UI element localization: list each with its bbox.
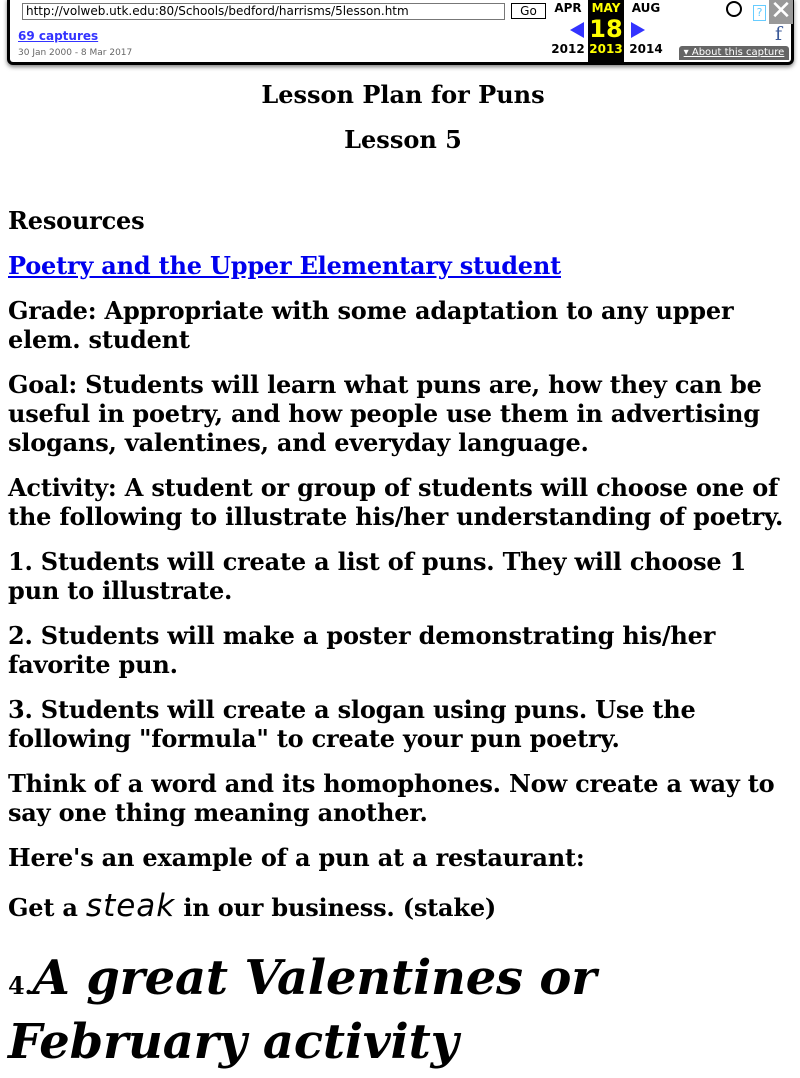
- calendar-current-column: [588, 0, 624, 62]
- example-intro: Here's an example of a pun at a restaurant:: [8, 843, 585, 872]
- page-title: Lesson Plan for Puns: [261, 80, 545, 109]
- item4-number: 4.: [8, 971, 33, 1000]
- next-capture-arrow-icon[interactable]: [631, 22, 645, 38]
- list-item: 2. Students will make a poster demonstrating his/her favorite pun.: [8, 621, 716, 679]
- item4-text: A great Valentines or February activity: [8, 950, 597, 1070]
- grade-text: Grade: Appropriate with some adaptation to any upper elem. student: [8, 296, 734, 354]
- list-item: 1. Students will create a list of puns. They will choose 1 pun to illustrate.: [8, 547, 747, 605]
- item4-heading: [8, 950, 798, 1078]
- prev-capture-arrow-icon[interactable]: [570, 22, 584, 38]
- about-capture-button[interactable]: ▾ About this capture: [679, 46, 789, 60]
- captures-link[interactable]: 69 captures: [18, 29, 99, 43]
- resource-link[interactable]: Poetry and the Upper Elementary student: [8, 251, 561, 280]
- next-year[interactable]: 2014: [629, 42, 663, 56]
- goal-text: Goal: Students will learn what puns are, how they can be useful in poetry, and how people use them in advertising slogans, valentines, and everyday language.: [8, 370, 762, 457]
- think-text: Think of a word and its homophones. Now create a way to say one thing meaning another.: [8, 769, 775, 827]
- help-icon[interactable]: ?: [753, 5, 766, 21]
- wayback-toolbar: [7, 0, 794, 65]
- pun-word: steak: [85, 888, 176, 924]
- url-input[interactable]: http://volweb.utk.edu:80/Schools/bedford/harrisms/5lesson.htm: [22, 3, 505, 20]
- loading-circle-icon: [726, 1, 742, 17]
- current-day: 18: [589, 15, 623, 43]
- capture-date-range: 30 Jan 2000 - 8 Mar 2017: [18, 48, 133, 58]
- prev-month[interactable]: APR: [554, 1, 582, 15]
- resources-heading: Resources: [8, 206, 145, 235]
- list-item: 3. Students will create a slogan using puns. Use the following "formula" to create your pun poetry.: [8, 695, 696, 753]
- go-button[interactable]: Go: [511, 3, 546, 19]
- page-subtitle: Lesson 5: [344, 125, 462, 154]
- example-before: Get a: [8, 893, 86, 922]
- example-after: in our business. (stake): [175, 893, 497, 922]
- prev-year[interactable]: 2012: [551, 42, 585, 56]
- current-year: 2013: [589, 42, 623, 56]
- page-content: [8, 72, 798, 1078]
- current-month: MAY: [591, 1, 621, 15]
- close-icon[interactable]: ✕: [770, 0, 792, 26]
- example-pun: [8, 888, 798, 926]
- next-month[interactable]: AUG: [631, 1, 661, 15]
- facebook-icon[interactable]: f: [775, 23, 783, 45]
- activity-text: Activity: A student or group of students will choose one of the following to illustrate his/her understanding of poetry.: [8, 473, 784, 531]
